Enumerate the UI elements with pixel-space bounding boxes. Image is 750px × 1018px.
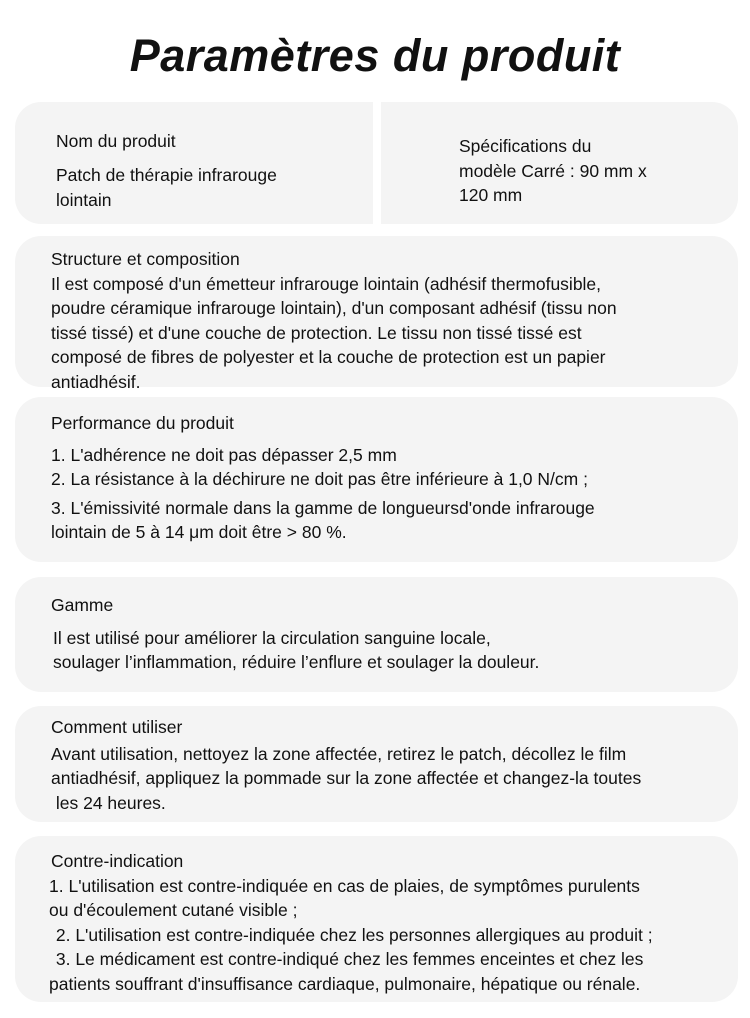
text-line: Il est composé d'un émetteur infrarouge lointain (adhésif thermofusible, (51, 273, 602, 294)
text-line: soulager l’inflammation, réduire l’enflure et soulager la douleur. (53, 652, 540, 672)
text-line: poudre céramique infrarouge lointain), d'un composant adhésif (tissu non (51, 298, 617, 318)
text-line: tissé tissé) et d'une couche de protection. Le tissu non tissé tissé est (51, 322, 582, 343)
gamme-card (15, 577, 738, 692)
text-line: 1. L'utilisation est contre-indiquée en cas de plaies, de symptômes purulents (49, 875, 640, 896)
product-name-label: Nom du produit (56, 131, 176, 151)
text-line: modèle Carré : 90 mm x (459, 160, 647, 181)
usage-card (15, 706, 738, 822)
text-line: lointain de 5 à 14 μm doit être > 80 %. (51, 522, 347, 542)
section-heading: Gamme (51, 595, 114, 615)
product-name-card (15, 102, 373, 224)
section-heading: Structure et composition (51, 249, 240, 269)
text-line: ou d'écoulement cutané visible ; (49, 900, 298, 920)
section-heading: Comment utiliser (51, 717, 183, 737)
text-line: 2. La résistance à la déchirure ne doit pas être inférieure à 1,0 N/cm ; (51, 469, 588, 489)
text-line: antiadhésif. (51, 371, 141, 392)
structure-card (15, 236, 738, 392)
product-name-value (56, 163, 277, 212)
text-line: les 24 heures. (51, 792, 166, 813)
text-line: 2. L'utilisation est contre-indiquée chez les personnes allergiques au produit ; (51, 924, 653, 945)
text-line: Patch de thérapie infrarouge (56, 165, 277, 185)
text-line: Avant utilisation, nettoyez la zone affectée, retirez le patch, décollez le film (51, 743, 627, 764)
text-line: 3. L'émissivité normale dans la gamme de longueursd'onde infrarouge (51, 497, 595, 518)
section-heading: Contre-indication (51, 851, 184, 871)
performance-card (15, 397, 738, 562)
text-line: Spécifications du (459, 136, 592, 156)
page-title: Paramètres du produit (129, 30, 621, 81)
text-line: patients souffrant d'insuffisance cardiaque, pulmonaire, hépatique ou rénale. (49, 973, 641, 994)
section-heading: Performance du produit (51, 413, 234, 433)
contraindication-card (15, 836, 738, 1002)
specifications-card (381, 102, 738, 224)
text-line: lointain (56, 189, 112, 210)
text-line: 3. Le médicament est contre-indiqué chez les femmes enceintes et chez les (51, 949, 644, 969)
text-line: antiadhésif, appliquez la pommade sur la zone affectée et changez-la toutes (51, 768, 642, 788)
text-line: 120 mm (459, 185, 523, 205)
text-line: composé de fibres de polyester et la couche de protection est un papier (51, 347, 606, 367)
text-line: 1. L'adhérence ne doit pas dépasser 2,5 mm (51, 444, 397, 465)
text-line: Il est utilisé pour améliorer la circulation sanguine locale, (53, 627, 491, 648)
